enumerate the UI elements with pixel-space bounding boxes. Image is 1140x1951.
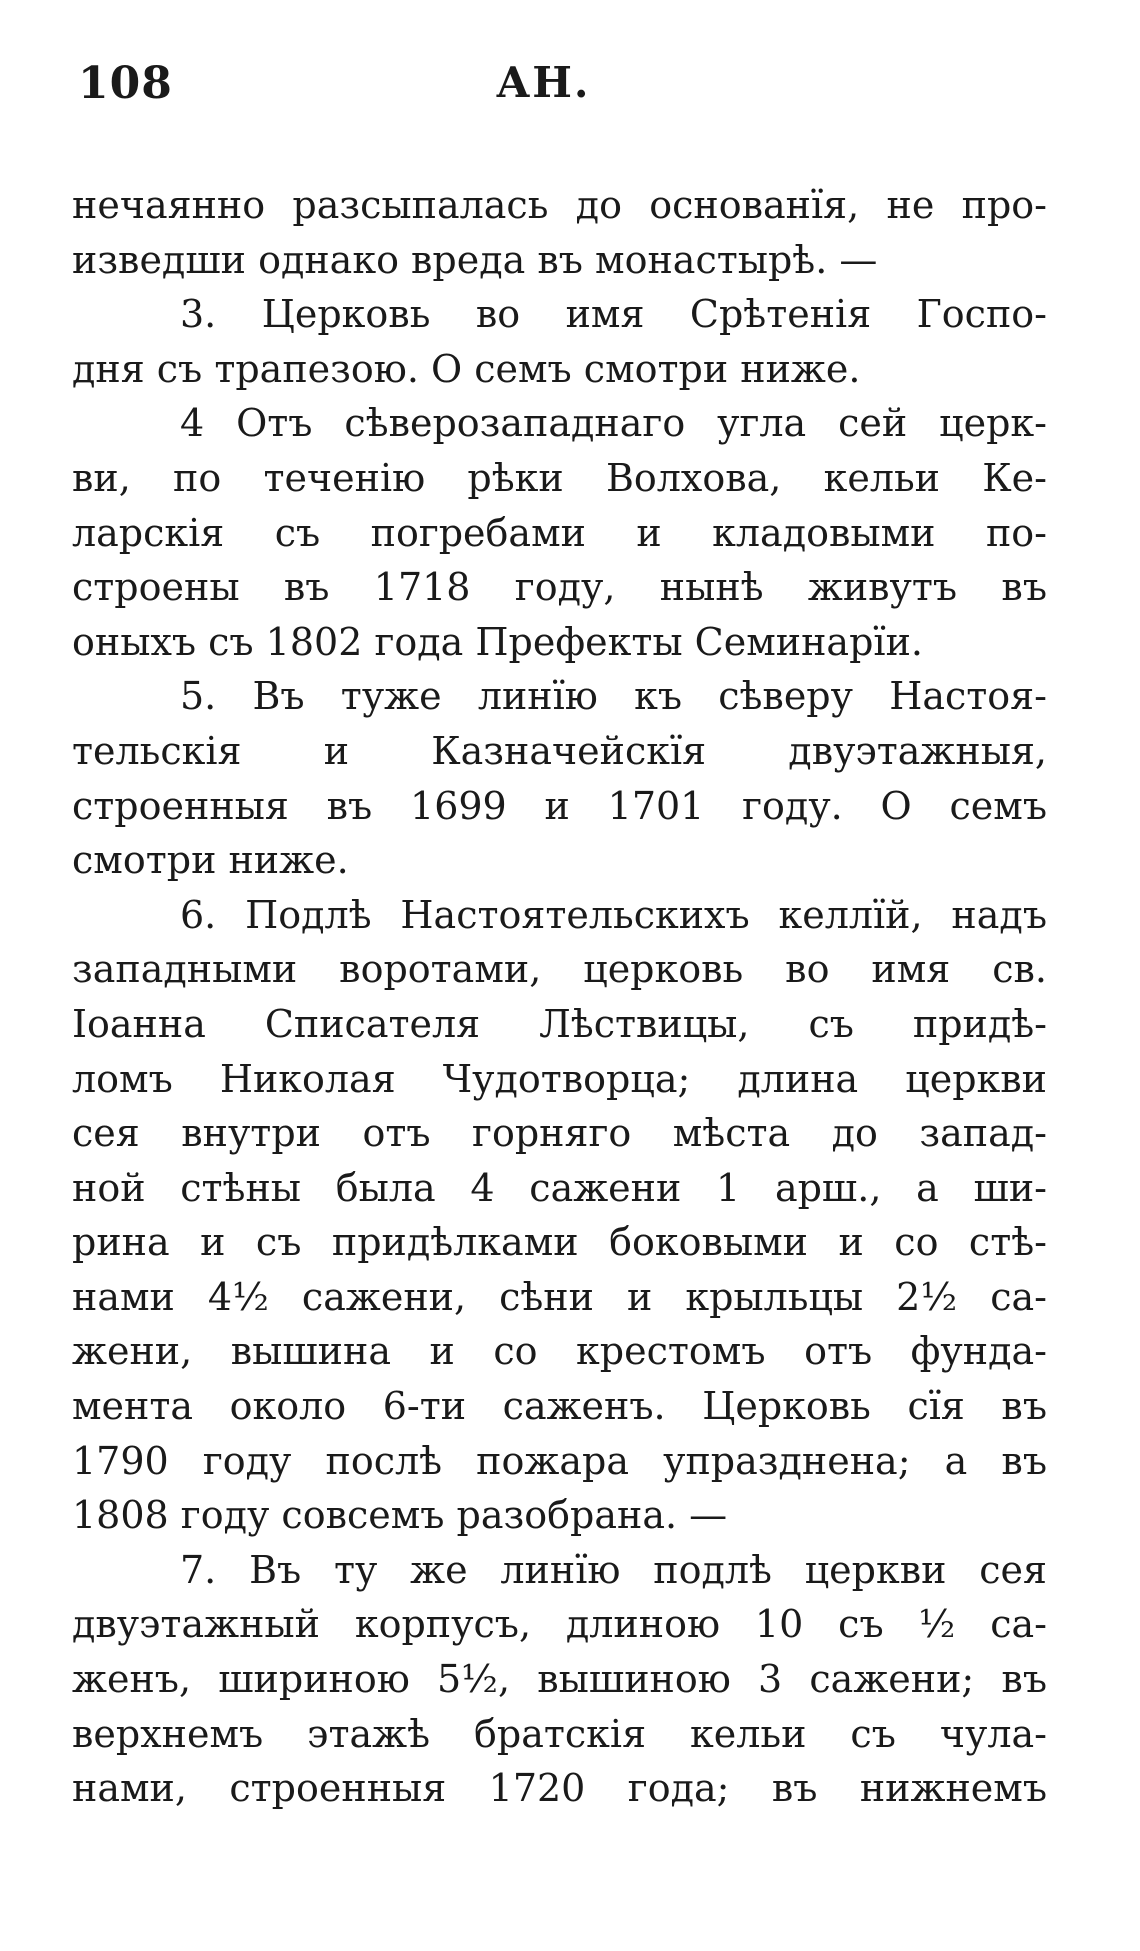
text-line: тельскія и Казначейскїя двуэтажныя,: [72, 728, 1047, 773]
text-line: ной стѣны была 4 сажени 1 арш., а ши-: [72, 1165, 1047, 1210]
text-line: 1790 году послѣ пожара упразднена; а въ: [72, 1438, 1047, 1483]
text-line: западными воротами, церковь во имя св.: [72, 947, 1047, 992]
text-line: смотри ниже.: [72, 838, 349, 883]
text-line: мента около 6-ти саженъ. Церковь сїя въ: [72, 1384, 1047, 1429]
paragraph-4-first-line: 4 Отъ сѣверозападнаго угла сей церк-: [180, 401, 1047, 446]
text-line: жени, вышина и со крестомъ отъ фунда-: [72, 1329, 1047, 1374]
text-line: ларскія съ погребами и кладовыми по-: [72, 510, 1047, 555]
page-number: 108: [78, 58, 173, 109]
text-line: 1808 году совсемъ разобрана. —: [72, 1493, 728, 1538]
text-line: нечаянно разсыпалась до основанїя, не про-: [72, 183, 1047, 227]
text-line: женъ, шириною 5½, вышиною 3 сажени; въ: [72, 1657, 1047, 1702]
text-line: рина и съ придѣлками боковыми и со стѣ-: [72, 1220, 1047, 1265]
running-title: АН.: [496, 58, 591, 107]
text-line: нами, строенныя 1720 года; въ нижнемъ: [72, 1766, 1047, 1811]
text-line: Іоанна Списателя Лѣствицы, съ придѣ-: [72, 1001, 1047, 1046]
paragraph-6-first-line: 6. Подлѣ Настоятельскихъ келлїй, надъ: [180, 892, 1047, 937]
text-line: ломъ Николая Чудотворца; длина церкви: [72, 1056, 1047, 1101]
text-line: оныхъ съ 1802 года Префекты Семинарїи.: [72, 619, 923, 664]
running-head: [78, 58, 1038, 128]
text-line: верхнемъ этажѣ братскія кельи съ чула-: [72, 1711, 1047, 1756]
paragraph-5-first-line: 5. Въ туже линїю къ сѣверу Настоя-: [180, 674, 1047, 719]
text-line: изведши однако вреда въ монастырѣ. —: [72, 237, 878, 282]
text-line: строенныя въ 1699 и 1701 году. О семъ: [72, 783, 1047, 828]
text-line: сея внутри отъ горняго мѣста до запад-: [72, 1111, 1047, 1156]
paragraph-3-first-line: 3. Церковь во имя Срѣтенія Госпо-: [180, 292, 1047, 337]
text-line: ви, по теченію рѣки Волхова, кельи Ке-: [72, 455, 1047, 500]
text-line: двуэтажный корпусъ, длиною 10 съ ½ са-: [72, 1602, 1047, 1647]
body-text: [72, 178, 1047, 1816]
text-line: нами 4½ сажени, сѣни и крыльцы 2½ са-: [72, 1274, 1047, 1319]
text-line: строены въ 1718 году, нынѣ живутъ въ: [72, 565, 1047, 610]
paragraph-7-first-line: 7. Въ ту же линїю подлѣ церкви сея: [180, 1547, 1047, 1592]
text-line: дня съ трапезою. О семъ смотри ниже.: [72, 346, 861, 391]
